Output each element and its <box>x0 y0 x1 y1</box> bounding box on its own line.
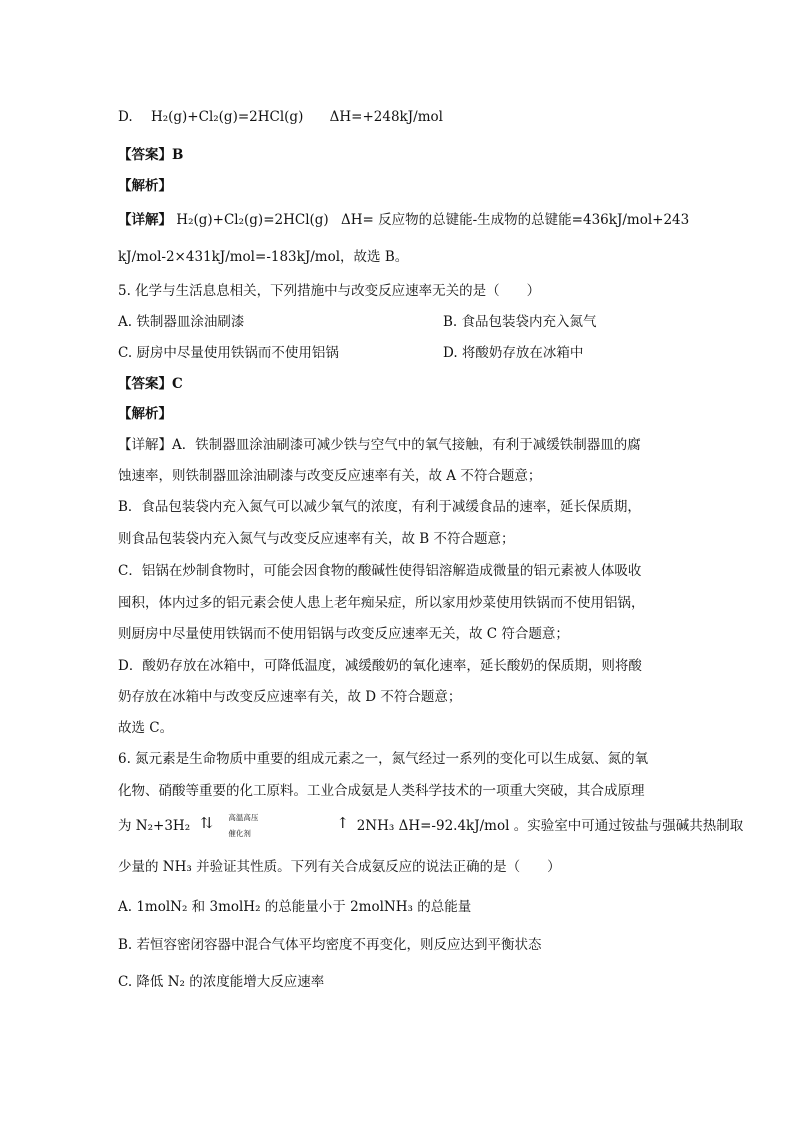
option-d-prefix: D. <box>118 109 133 125</box>
q5-option-a: A. 铁制器皿涂油刷漆 <box>118 314 245 330</box>
reaction-equation-line <box>118 810 744 842</box>
detail-equation: H₂(g)+Cl₂(g)=2HCl(g) <box>176 212 329 228</box>
analysis-paragraph-line: D．酸奶存放在冰箱中，可降低温度，减缓酸奶的氧化速率，延长酸奶的保质期，则将酸 <box>118 658 642 674</box>
q5-option-b: B. 食品包装袋内充入氮气 <box>443 314 597 330</box>
question-5: 5. 化学与生活息息相关，下列措施中与改变反应速率无关的是（ ） <box>118 283 541 299</box>
analysis-paragraph-line: 奶存放在冰箱中与改变反应速率有关，故 D 不符合题意； <box>118 689 462 705</box>
arrow-hook-right-icon: ↑ <box>336 813 349 832</box>
analysis-label: 【解析】 <box>118 178 172 194</box>
option-d-line <box>118 108 718 126</box>
analysis-paragraph-line: 蚀速率，则铁制器皿涂油刷漆与改变反应速率有关，故 A 不符合题意； <box>118 468 542 484</box>
reaction-products: 2NH₃ ΔH=-92.4kJ/mol 。实验室中可通过铵盐与强碱共热制取 <box>356 818 744 834</box>
reaction-condition-top: 高温高压 <box>228 812 259 822</box>
analysis-conclusion: 故选 C。 <box>118 720 174 736</box>
question-6-line: 少量的 NH₃ 并验证其性质。下列有关合成氨反应的说法正确的是（ ） <box>118 859 561 875</box>
arrow-hook-left-icon: ⇅ <box>200 813 213 832</box>
detail-text: ΔH= 反应物的总键能-生成物的总键能=436kJ/mol+243 <box>341 212 690 228</box>
reaction-condition-bottom: 催化剂 <box>228 828 251 838</box>
detail-line <box>118 211 718 229</box>
detail-label: 【详解】 <box>118 212 172 228</box>
q6-option-c: C. 降低 N₂ 的浓度能增大反应速率 <box>118 974 325 990</box>
option-d-equation: H₂(g)+Cl₂(g)=2HCl(g) <box>150 109 304 125</box>
option-d-enthalpy: ΔH=+248kJ/mol <box>329 109 443 125</box>
analysis-paragraph-line: B．食品包装袋内充入氮气可以减少氧气的浓度，有利于减缓食品的速率，延长保质期， <box>118 499 641 515</box>
analysis-paragraph-line: 【详解】A．铁制器皿涂油刷漆可减少铁与空气中的氧气接触，有利于减缓铁制器皿的腐 <box>118 437 641 453</box>
analysis-paragraph-line: C．铝锅在炒制食物时，可能会因食物的酸碱性使得铝溶解造成微量的铝元素被人体吸收 <box>118 563 642 579</box>
analysis-paragraph-line: 则厨房中尽量使用铁锅而不使用铝锅与改变反应速率无关，故 C 符合题意； <box>118 626 569 642</box>
question-6-line: 化物、硝酸等重要的化工原料。工业合成氨是人类科学技术的一项重大突破，其合成原理 <box>118 783 645 799</box>
detail-continuation: kJ/mol-2×431kJ/mol=-183kJ/mol，故选 B。 <box>118 249 409 265</box>
q6-option-a: A. 1molN₂ 和 3molH₂ 的总能量小于 2molNH₃ 的总能量 <box>118 899 472 915</box>
analysis-label-5: 【解析】 <box>118 406 172 422</box>
reaction-reactants: 为 N₂+3H₂ <box>118 818 191 834</box>
q6-option-b: B. 若恒容密闭容器中混合气体平均密度不再变化，则反应达到平衡状态 <box>118 937 542 953</box>
analysis-paragraph-line: 则食品包装袋内充入氮气与改变反应速率有关，故 B 不符合题意； <box>118 531 515 547</box>
q5-option-d: D. 将酸奶存放在冰箱中 <box>443 345 584 361</box>
answer-label-5: 【答案】C <box>118 376 183 392</box>
answer-label: 【答案】B <box>118 147 184 163</box>
analysis-paragraph-line: 囤积，体内过多的铝元素会使人患上老年痴呆症，所以家用炒菜使用铁锅而不使用铝锅， <box>118 595 645 611</box>
reversible-arrow <box>198 812 348 842</box>
q5-option-c: C. 厨房中尽量使用铁锅而不使用铝锅 <box>118 345 339 361</box>
question-6-line: 6. 氮元素是生命物质中重要的组成元素之一，氮气经过一系列的变化可以生成氨、氮的氧 <box>118 751 649 767</box>
